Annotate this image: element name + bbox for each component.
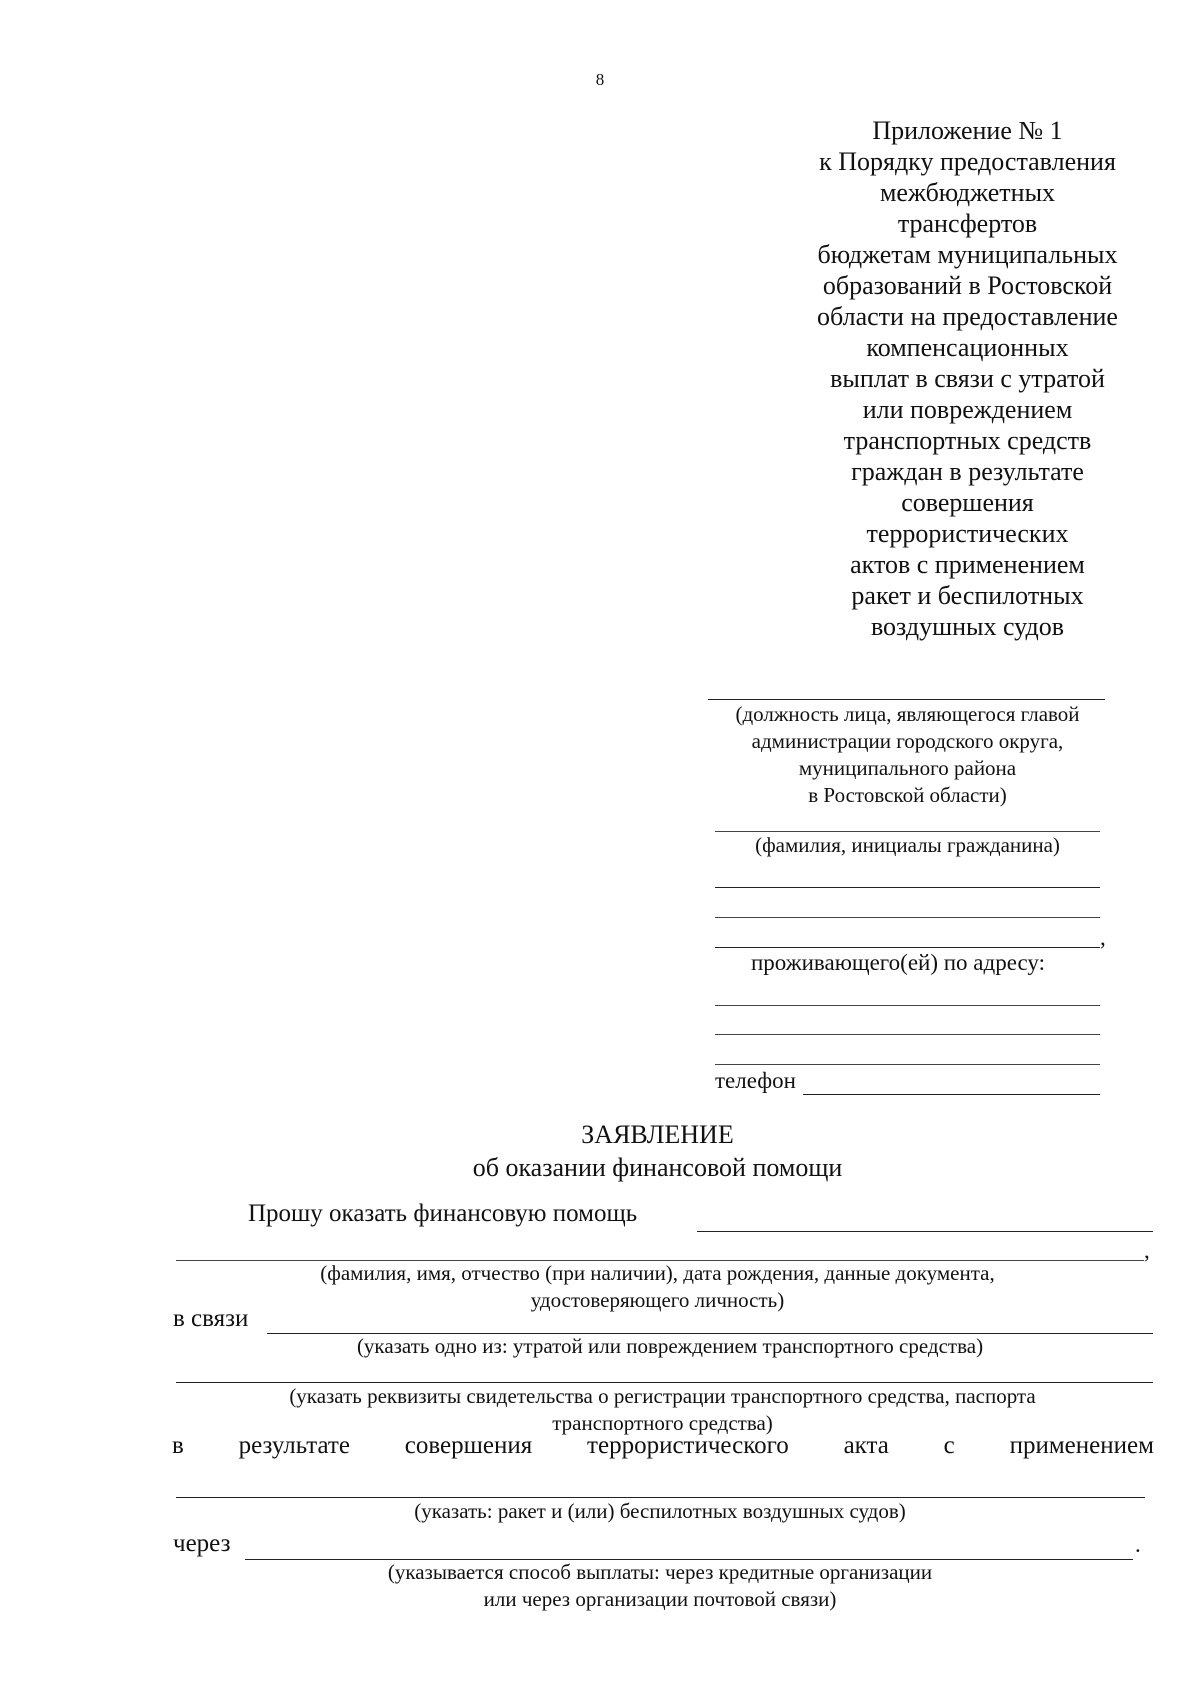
appendix-line: актов с применением <box>850 550 1085 579</box>
docs-caption <box>180 1383 1145 1437</box>
request-text: Прошу оказать финансовую помощь <box>248 1200 638 1227</box>
weapon-caption: (указать: ракет и (или) беспилотных воздушных судов) <box>414 1499 906 1523</box>
caption-line: или через организации почтовой связи) <box>483 1587 837 1611</box>
caption-line: удостоверяющего личность) <box>530 1288 785 1312</box>
in-connection-label: в связи <box>173 1305 249 1332</box>
name-field-line-4[interactable] <box>715 947 1100 948</box>
name-comma: , <box>1100 925 1106 950</box>
payment-period: . <box>1135 1532 1141 1557</box>
caption-line: муниципального района <box>798 756 1017 780</box>
appendix-line: граждан в результате <box>851 457 1084 486</box>
result-word: совершения <box>404 1432 533 1459</box>
person-caption <box>200 1260 1115 1314</box>
name-field-line-3[interactable] <box>715 917 1100 918</box>
result-word: применением <box>1009 1432 1154 1459</box>
phone-label: телефон <box>715 1068 796 1093</box>
appendix-line: образований в Ростовской <box>822 271 1113 300</box>
appendix-header <box>795 115 1140 642</box>
person-comma: , <box>1144 1238 1150 1263</box>
caption-line: транспортного средства) <box>552 1411 773 1435</box>
name-field-line-2[interactable] <box>715 887 1100 888</box>
appendix-line: трансфертов <box>897 209 1038 238</box>
statement-subtitle: об оказании финансовой помощи <box>472 1153 843 1182</box>
result-word: акта <box>843 1432 889 1459</box>
appendix-line: террористических <box>866 519 1069 548</box>
appendix-line: межбюджетных <box>879 178 1056 207</box>
appendix-line: или повреждением <box>862 395 1073 424</box>
through-label: через <box>173 1530 231 1557</box>
appendix-line: совершения <box>901 488 1034 517</box>
phone-field-line[interactable] <box>803 1094 1100 1095</box>
appendix-line: Приложение № 1 <box>872 116 1063 145</box>
name-caption: (фамилия, инициалы гражданина) <box>755 833 1060 857</box>
appendix-line: ракет и беспилотных <box>851 581 1084 610</box>
reason-caption: (указать одно из: утратой или повреждением транспортного средства) <box>356 1334 984 1358</box>
payment-caption <box>260 1559 1060 1613</box>
caption-line: (фамилия, имя, отчество (при наличии), дата рождения, данные документа, <box>320 1261 995 1285</box>
result-word: террористического <box>587 1432 789 1459</box>
caption-line: (указывается способ выплаты: через кредитные организации <box>387 1560 933 1584</box>
address-field-line-1[interactable] <box>715 1005 1100 1006</box>
appendix-line: компенсационных <box>866 333 1069 362</box>
result-word: результате <box>238 1432 350 1459</box>
caption-line: (указать реквизиты свидетельства о регистрации транспортного средства, паспорта <box>289 1384 1036 1408</box>
address-field-line-3[interactable] <box>715 1064 1100 1065</box>
address-field-line-2[interactable] <box>715 1034 1100 1035</box>
page-number: 8 <box>595 70 605 89</box>
statement-title: ЗАЯВЛЕНИЕ <box>581 1120 734 1149</box>
caption-line: в Ростовской области) <box>808 783 1007 807</box>
appendix-line: к Порядку предоставления <box>819 147 1116 176</box>
appendix-line: воздушных судов <box>870 612 1065 641</box>
position-field-line[interactable] <box>708 699 1105 700</box>
appendix-line: транспортных средств <box>843 426 1092 455</box>
request-field-line[interactable] <box>697 1231 1153 1232</box>
appendix-line: бюджетам муниципальных <box>817 240 1118 269</box>
caption-line: администрации городского округа, <box>751 729 1064 753</box>
result-line <box>172 1432 1154 1460</box>
appendix-line: выплат в связи с утратой <box>830 364 1105 393</box>
caption-line: (должность лица, являющегося главой <box>735 702 1080 726</box>
appendix-line: области на предоставление <box>817 302 1118 331</box>
result-word: в <box>172 1432 184 1459</box>
result-word: с <box>943 1432 955 1459</box>
residing-label: проживающего(ей) по адресу: <box>751 950 1045 975</box>
position-caption <box>690 701 1125 809</box>
